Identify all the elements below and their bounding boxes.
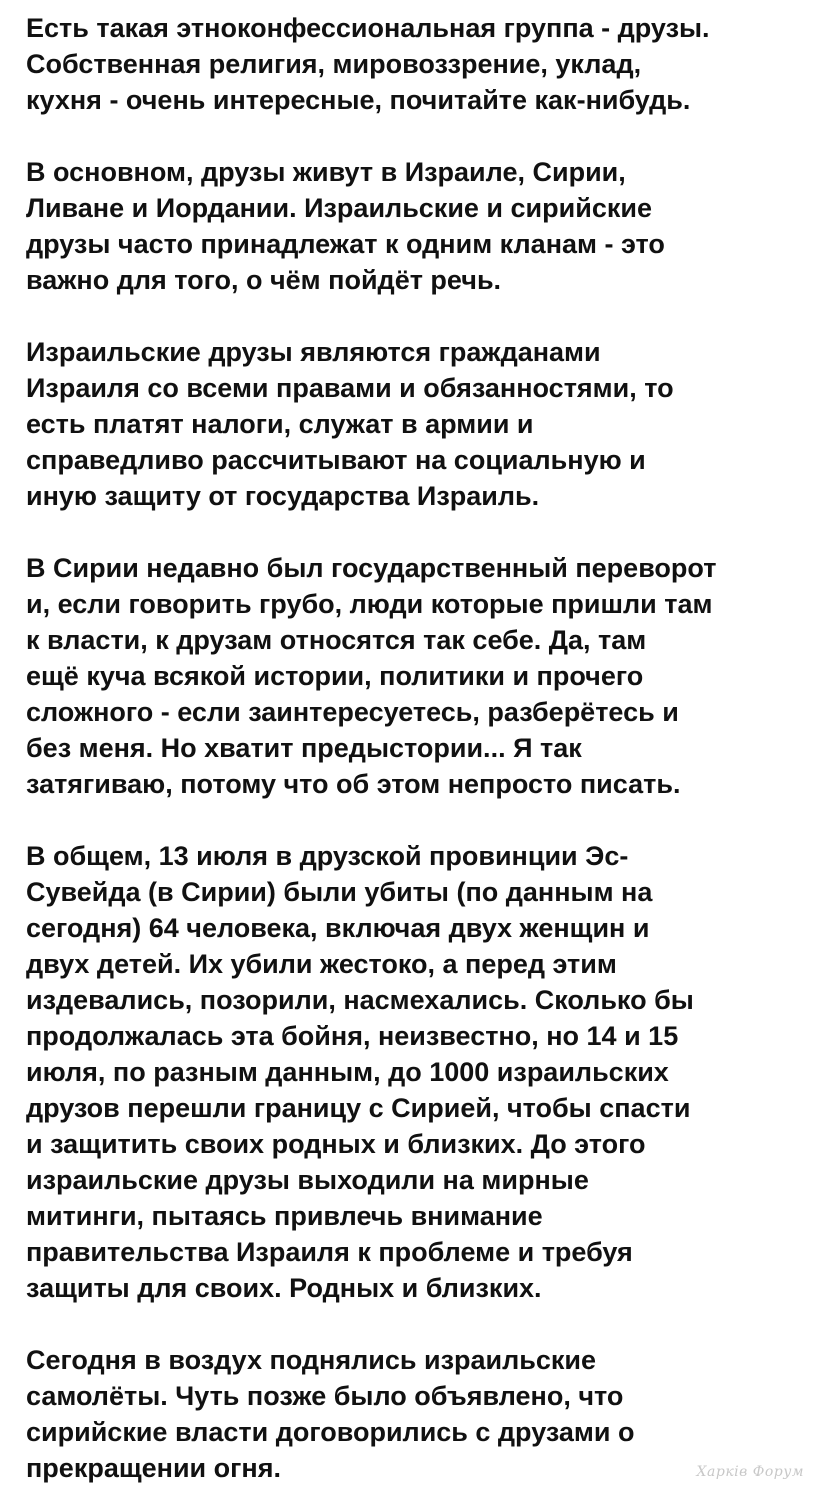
paragraph-location [26, 154, 802, 298]
text-line: двух детей. Их убили жестоко, а перед этим [26, 949, 617, 979]
text-line: друзов перешли границу с Сирией, чтобы спасти [26, 1093, 691, 1123]
text-line: защиты для своих. Родных и близких. [26, 1273, 542, 1303]
text-line: митинги, пытаясь привлечь внимание [26, 1201, 543, 1231]
text-line: Сувейда (в Сирии) были убиты (по данным на [26, 877, 653, 907]
text-line: справедливо рассчитывают на социальную и [26, 445, 646, 475]
text-line: и защитить своих родных и близких. До этого [26, 1129, 646, 1159]
paragraph-events [26, 838, 802, 1306]
text-line: издевались, позорили, насмехались. Сколько бы [26, 985, 694, 1015]
text-line: ещё куча всякой истории, политики и прочего [26, 661, 644, 691]
text-line: кухня - очень интересные, почитайте как-нибудь. [26, 85, 691, 115]
paragraph-ceasefire [26, 1342, 802, 1486]
text-line: Израиля со всеми правами и обязанностями, то [26, 373, 674, 403]
text-line: сегодня) 64 человека, включая двух женщин и [26, 913, 650, 943]
text-line: В общем, 13 июля в друзской провинции Эс- [26, 841, 629, 871]
text-line: есть платят налоги, служат в армии и [26, 409, 534, 439]
text-line: затягиваю, потому что об этом непросто писать. [26, 769, 681, 799]
text-line: Сегодня в воздух поднялись израильские [26, 1345, 597, 1375]
text-line: иную защиту от государства Израиль. [26, 481, 540, 511]
text-line: В Сирии недавно был государственный переворот [26, 553, 717, 583]
text-line: прекращении огня. [26, 1453, 281, 1483]
text-line: правительства Израиля к проблеме и требуя [26, 1237, 633, 1267]
text-line: Ливане и Иордании. Израильские и сирийские [26, 193, 652, 223]
text-line: израильские друзы выходили на мирные [26, 1165, 589, 1195]
text-line: и, если говорить грубо, люди которые пришли там [26, 589, 713, 619]
text-line: сирийские власти договорились с друзами о [26, 1417, 635, 1447]
paragraph-syria [26, 550, 802, 802]
paragraph-citizenship [26, 334, 802, 514]
paragraph-intro [26, 10, 802, 118]
text-line: июля, по разным данным, до 1000 израильских [26, 1057, 669, 1087]
text-line: В основном, друзы живут в Израиле, Сирии, [26, 157, 626, 187]
forum-watermark: Харків Форум [696, 1464, 804, 1480]
text-line: важно для того, о чём пойдёт речь. [26, 265, 502, 295]
text-line: Есть такая этноконфессиональная группа - друзы. [26, 13, 710, 43]
text-line: без меня. Но хватит предыстории... Я так [26, 733, 582, 763]
text-line: сложного - если заинтересуетесь, разберётесь и [26, 697, 679, 727]
text-line: Собственная религия, мировоззрение, уклад, [26, 49, 642, 79]
text-line: самолёты. Чуть позже было объявлено, что [26, 1381, 624, 1411]
text-line: продолжалась эта бойня, неизвестно, но 14 и 15 [26, 1021, 679, 1051]
text-line: Израильские друзы являются гражданами [26, 337, 601, 367]
text-line: друзы часто принадлежат к одним кланам - это [26, 229, 665, 259]
text-line: к власти, к друзам относятся так себе. Да, там [26, 625, 647, 655]
